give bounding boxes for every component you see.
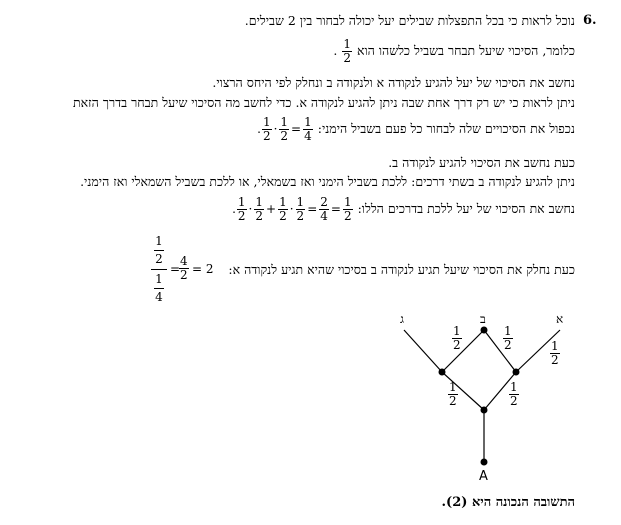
text-line-4: ניתן לראות כי יש רק דרך אחת שבה ניתן להגיע לנקודה א. כדי לחשב מה הסיכוי שיעל תבחר בדרך הזאת — [73, 95, 575, 110]
equation-path-alef: . $\frac{1}{2}$ · $\frac{1}{2}$ = $\frac{1}{4}$ — [257, 115, 312, 143]
node-left-mid — [439, 369, 446, 376]
edge-prob-bet-right: $\frac{1}{2}$ — [504, 324, 512, 352]
node-split — [481, 407, 488, 414]
fraction-half: $\frac{1}{2}$ — [343, 37, 351, 65]
node-bet — [481, 327, 488, 334]
label-alef: א — [556, 312, 564, 326]
text-line-9: כעת נחלק את הסיכוי שיעל תגיע לנקודה ב בסיכוי שהיא תגיע לנקודה א: — [228, 262, 575, 277]
text-line-2-text: כלומר, הסיכוי שיעל תבחר בשביל כלשהו הוא — [356, 43, 575, 58]
equation-path-bet: . $\frac{1}{2}$ · $\frac{1}{2}$ + $\frac{1}{2}$ · $\frac{1}{2}$ = $\frac{2}{4}$ = $\frac{1}{2}$ — [232, 195, 352, 223]
edge-prob-split-right: $\frac{1}{2}$ — [510, 380, 518, 408]
edge-prob-bet-left: $\frac{1}{2}$ — [453, 324, 461, 352]
text-line-3: נחשב את הסיכוי של יעל להגיע לנקודה א ולנקודה ב ונחלק לפי היחס הרצוי. — [212, 75, 575, 90]
label-start: A — [479, 469, 488, 484]
final-answer: התשובה הנכונה היא (2). — [441, 495, 575, 510]
question-number: 6. — [583, 13, 597, 28]
edge-prob-alef: $\frac{1}{2}$ — [551, 339, 559, 367]
text-line-5: נכפול את הסיכויים שלה לבחור כל פעם בשביל הימני: . $\frac{1}{2}$ · $\frac{1}{2}$ = $\frac{1}{4}$ — [257, 115, 575, 143]
text-line-7: ניתן להגיע לנקודה ב בשתי דרכים: ללכת בשביל הימני ואז בשמאלי, או ללכת בשביל השמאלי ואז הימני. — [80, 174, 575, 189]
text-line-1: נוכל לראות כי בכל התפצלות שבילים יעל יכולה לבחור בין 2 שבילים. — [244, 13, 575, 28]
edge-prob-split-left: $\frac{1}{2}$ — [449, 380, 457, 408]
label-gimel: ג — [400, 312, 404, 326]
label-bet: ב — [480, 312, 486, 326]
text-line-8: נחשב את הסיכוי של יעל ללכת בדרכים הללו: . $\frac{1}{2}$ · $\frac{1}{2}$ + $\frac{1}{2}$ · $\frac{1}{2}$ = $\frac{2}{4}$ = $\frac{1}{2}$ — [232, 195, 575, 223]
result-equation: 1 2 1 4 = $\frac{4}{2}$ = 2 — [151, 235, 221, 305]
node-right-mid — [513, 369, 520, 376]
text-line-6: כעת נחשב את הסיכוי להגיע לנקודה ב. — [388, 155, 575, 170]
node-start — [481, 459, 488, 466]
text-line-2: כלומר, הסיכוי שיעל תבחר בשביל כלשהו הוא $\frac{1}{2}$ . — [333, 37, 575, 65]
